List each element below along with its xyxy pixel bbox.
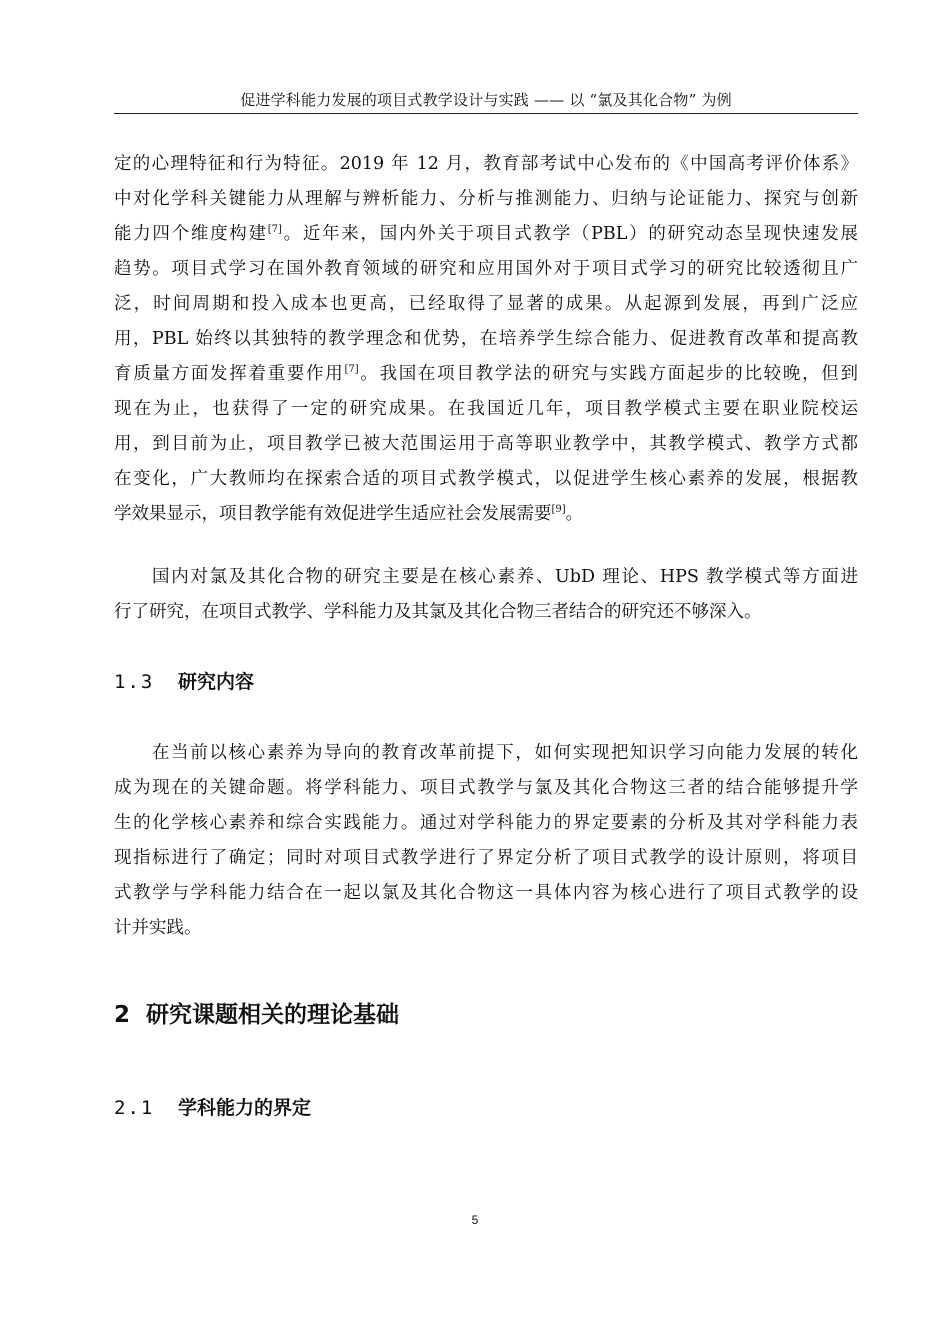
paragraph-continuation: [114, 147, 858, 532]
text-line: 式教学与学科能力结合在一起以氯及其化合物这一具体内容为核心进行了项目式教学的设: [114, 883, 858, 903]
section-number: 1.3: [114, 671, 155, 693]
text-line: 生的化学核心素养和综合实践能力。通过对学科能力的界定要素的分析及其对学科能力表: [114, 813, 858, 833]
text-line: 在变化，广大教师均在探索合适的项目式教学模式，以促进学生核心素养的发展，根据教: [114, 469, 858, 489]
text-line: 成为现在的关键命题。将学科能力、项目式教学与氯及其化合物这三者的结合能够提升学: [114, 778, 858, 798]
chapter-number: 2: [114, 1002, 131, 1028]
page-number: 5: [471, 1213, 479, 1227]
citation-ref: [7]: [267, 224, 282, 236]
text-line: 学效果显示，项目教学能有效促进学生适应社会发展需要[9]。: [114, 504, 584, 524]
section-number: 2.1: [114, 1097, 155, 1119]
text-line: 计并实践。: [114, 918, 202, 938]
section-heading-1-3: [114, 669, 254, 695]
header-rule: [114, 113, 858, 114]
text-line: 在当前以核心素养为导向的教育改革前提下，如何实现把知识学习向能力发展的转化: [152, 743, 858, 763]
text-line: 中对化学科关键能力从理解与辨析能力、分析与推测能力、归纳与论证能力、探究与创新: [114, 189, 858, 209]
citation-ref: [9]: [551, 504, 566, 516]
section-heading-2-1: [114, 1095, 311, 1121]
text-line: 行了研究，在项目式教学、学科能力及其氯及其化合物三者结合的研究还不够深入。: [114, 602, 762, 622]
chapter-heading-2: [114, 1000, 399, 1030]
text-line: 定的心理特征和行为特征。2019 年 12 月，教育部考试中心发布的《中国高考评价体系》: [114, 154, 858, 174]
paragraph: [114, 560, 858, 630]
text-line: 育质量方面发挥着重要作用[7]。我国在项目教学法的研究与实践方面起步的比较晚，但到: [114, 364, 859, 384]
running-header: 促进学科能力发展的项目式教学设计与实践 —— 以 “氯及其化合物” 为例: [240, 91, 732, 109]
text-line: 国内对氯及其化合物的研究主要是在核心素养、UbD 理论、HPS 教学模式等方面进: [152, 567, 858, 587]
text-line: 用，PBL 始终以其独特的教学理念和优势，在培养学生综合能力、促进教育改革和提高教: [114, 329, 858, 349]
chapter-title: 研究课题相关的理论基础: [146, 1002, 399, 1028]
text-line: 现在为止，也获得了一定的研究成果。在我国近几年，项目教学模式主要在职业院校运: [114, 399, 858, 419]
text-line: 泛，时间周期和投入成本也更高，已经取得了显著的成果。从起源到发展，再到广泛应: [114, 294, 858, 314]
section-title: 研究内容: [178, 671, 255, 693]
text-line: 能力四个维度构建[7]。近年来，国内外关于项目式教学（PBL）的研究动态呈现快速发展: [114, 224, 858, 244]
citation-ref: [7]: [344, 364, 359, 376]
text-line: 现指标进行了确定；同时对项目式教学进行了界定分析了项目式教学的设计原则，将项目: [114, 848, 858, 868]
text-line: 用，到目前为止，项目教学已被大范围运用于高等职业教学中，其教学模式、教学方式都: [114, 434, 858, 454]
text-line: 趋势。项目式学习在国外教育领域的研究和应用国外对于项目式学习的研究比较透彻且广: [114, 259, 858, 279]
paragraph: [114, 736, 858, 946]
section-title: 学科能力的界定: [178, 1097, 312, 1119]
